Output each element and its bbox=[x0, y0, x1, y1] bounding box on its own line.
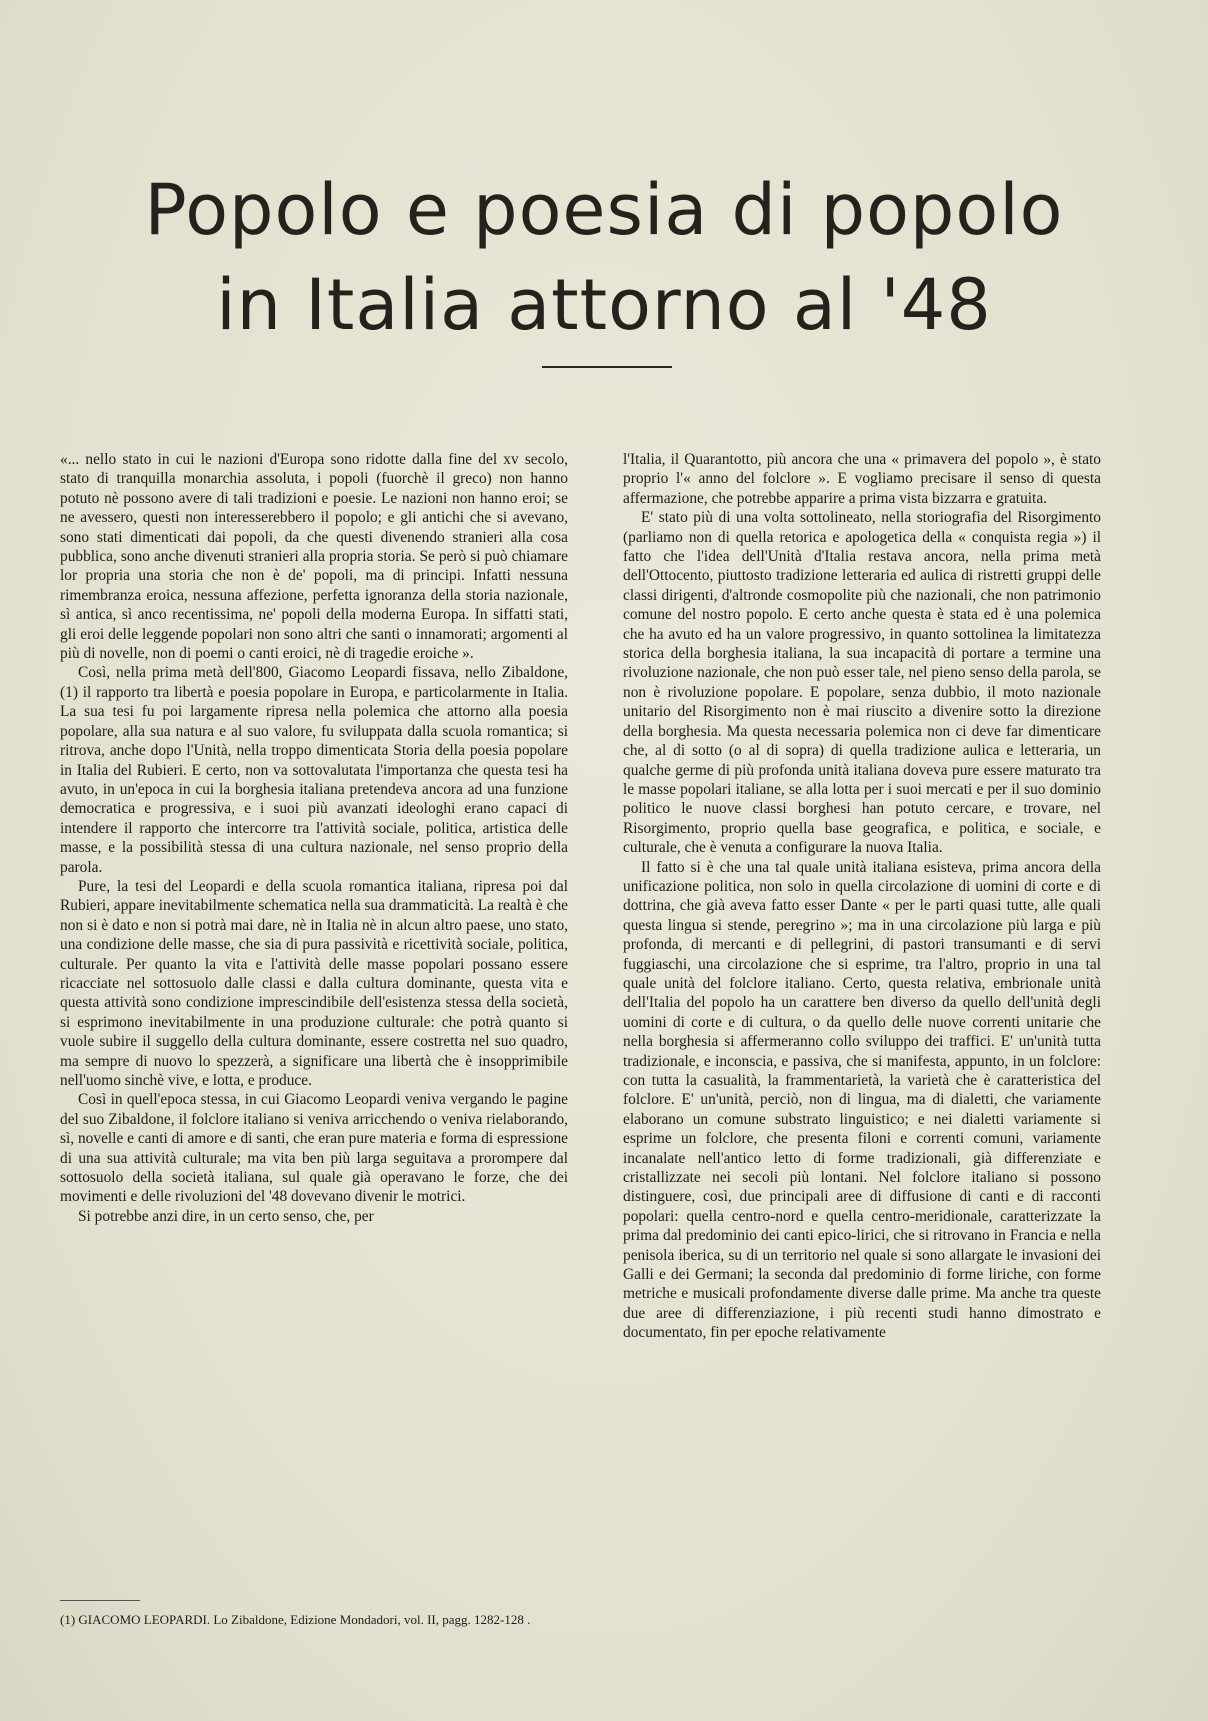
article-title-line-1: Popolo e poesia di popolo bbox=[144, 169, 1064, 251]
paragraph: Il fatto si è che una tal quale unità italiana esisteva, prima ancora della unificazione politica, non solo in quella circolazione di uomini di corte e di dottrina, che già aveva fatto esser Dante « per le parti quasi tutte, alle quali questa lingua si stende, peregrino »; ma in una circolazione più larga e più profonda, di mercanti e di pellegrini, di pastori transumanti e di servi fuggiaschi, una circolazione che si esprime, tra l'altro, proprio in una tal quale unità del folclore italiano. Certo, questa relativa, embrionale unità dell'Italia del popolo ha un carattere ben diverso da quello dell'unità degli uomini di corte e di cultura, o da quello delle nuove correnti unitarie che nella borghesia si affermeranno collo sviluppo dei traffici. E' un'unità tutta tradizionale, e inconscia, e passiva, che si manifesta, appunto, in un folclore: con tutta la casualità, la frammentarietà, la varietà che è caratteristica del folclore. E' un'unità, perciò, non di lingua, ma di dialetti, che variamente elaborano un comune substrato linguistico; e nei dialetti variamente si esprime un folclore, che presenta filoni e correnti comuni, variamente incanalate nell'antico letto di forme tradizionali, già differenziate e cristallizzate nei secoli più lontani. Nel folclore italiano si possono distinguere, così, due principali aree di diffusione di canti e di racconti popolari: quella centro-nord e quella centro-meridionale, caratterizzate la prima dal predominio dei canti epico-lirici, che si ritrovano in Francia e nella penisola iberica, su di un territorio nel quale si sono allargate le invasioni dei Galli e dei Germani; la seconda dal predominio di forme liriche, con forme metriche e musicali profondamente diverse dalle prime. Ma anche tra queste due aree di differenziazione, i più recenti studi hanno dimostrato e documentato, fin per epoche relativamente bbox=[623, 858, 1101, 1342]
paragraph: Così, nella prima metà dell'800, Giacomo Leopardi fissava, nello Zibaldone, (1) il rapporto tra libertà e poesia popolare in Europa, e particolarmente in Italia. La sua tesi fu poi largamente ripresa nella polemica che attorno alla poesia popolare, alla sua natura e al suo valore, fu sviluppata dalla scuola romantica; si ritrova, anche dopo l'Unità, nella troppo dimenticata Storia della poesia popolare in Italia del Rubieri. E certo, non va sottovalutata l'importanza che questa tesi ha avuto, in un'epoca in cui la borghesia italiana pretendeva ancora ad una funzione democratica e progressiva, e i suoi più avanzati ideologhi erano capaci di intendere il rapporto che intercorre tra l'attività sociale, politica, artistica delle masse, e la possibilità stessa di una cultura nazionale, nel senso proprio della parola. bbox=[60, 664, 568, 876]
paragraph: E' stato più di una volta sottolineato, nella storiografia del Risorgimento (parliamo non di quella retorica e apologetica della « conquista regia ») il fatto che l'idea dell'Unità d'Italia restava ancora, nella prima metà dell'Ottocento, piuttosto tradizione letteraria ed aulica di ristretti gruppi delle classi dirigenti, d'altronde cosmopolite più che nazionali, che non patrimonio comune del nostro popolo. E certo anche questa è stata ed è una polemica che ha avuto ed ha un valore progressivo, in quanto sottolinea la limitatezza storica della borghesia italiana, la sua incapacità di portare a termine una rivoluzione nazionale, che non può esser tale, nel pieno senso della parola, se non è rivoluzione popolare. E popolare, senza dubbio, il moto nazionale unitario del Risorgimento non è mai riuscito a divenire sotto la direzione della borghesia. Ma questa necessaria polemica non ci deve far dimenticare che, al di sotto (o al di sopra) di quella tradizione aulica e letteraria, un qualche germe di più profonda unità italiana doveva pure essere maturato tra le masse popolari italiane, se alla lotta per i suoi mercati e per il suo dominio politico le nuove classi borghesi han potuto cercare, e trovare, nel Risorgimento, proprio quella base geografica, e politica, e sociale, e culturale, che è venuta a configurare la nuova Italia. bbox=[623, 509, 1101, 857]
paragraph: Così in quell'epoca stessa, in cui Giacomo Leopardi veniva vergando le pagine del suo Zibaldone, il folclore italiano si veniva arricchendo o veniva rielaborando, sì, novelle e canti di amore e di santi, che eran pure materia e forma di espressione di una sua attività culturale; ma vita ben più larga seguitava a prorompere dal sottosuolo della società italiana, sul quale già operavano le forze, che dei movimenti e delle rivoluzioni del '48 dovevano divenir le motrici. bbox=[60, 1091, 568, 1206]
paragraph: Pure, la tesi del Leopardi e della scuola romantica italiana, ripresa poi dal Rubieri, appare inevitabilmente schematica nella sua drammaticità. La realtà è che non si è dato e non si potrà mai dare, nè in Italia nè in alcun altro paese, uno stato, una condizione delle masse, che sia di pura passività e ricettività sociale, politica, culturale. Per quanto la vita e l'attività delle masse popolari possano essere ricacciate nel sottosuolo dalle classi e dalla cultura dominante, questa vita e questa attività sono condizione imprescindibile dell'esistenza stessa della società, si esprimono inevitabilmente in una produzione culturale: che potrà quanto si vuole subire il suggello della cultura dominante, essere costretta nel suo quadro, ma sempre di nuovo lo spezzerà, a significare una libertà che è insopprimibile nell'uomo sinchè vive, e lotta, e produce. bbox=[60, 877, 568, 1089]
footnote-divider bbox=[60, 1600, 140, 1601]
paragraph: «... nello stato in cui le nazioni d'Europa sono ridotte dalla fine del xv secolo, stato di tranquilla monarchia assoluta, i popoli (fuorchè il greco) non hanno potuto nè possono avere di tali tradizioni e poesie. Le nazioni non hanno eroi; se ne avessero, questi non interesserebbero il popolo; e gli antichi che si avevano, sono stati dimenticati dai popoli, da che questi divenendo stranieri alla cosa pubblica, sono anche divenuti stranieri alla propria storia. Se però si può chiamare lor propria una storia che non è de' popoli, ma di principi. Infatti nessuna rimembranza eroica, nessuna affezione, perfetta ignoranza della storia nazionale, sì antica, sì anco recentissima, ne' popoli della moderna Europa. In siffatti stati, gli eroi delle leggende popolari non sono altri che santi o innamorati; argomenti al più di novelle, non di poemi o canti eroici, nè di tragedie eroiche ». bbox=[60, 451, 568, 663]
footnote: (1) GIACOMO LEOPARDI. Lo Zibaldone, Edizione Mondadori, vol. II, pagg. 1282-128 . bbox=[60, 1612, 531, 1627]
title-divider bbox=[542, 366, 672, 368]
right-column bbox=[623, 450, 1101, 1343]
paragraph: l'Italia, il Quarantotto, più ancora che una « primavera del popolo », è stato proprio l'« anno del folclore ». E vogliamo precisare il senso di questa affermazione, che potrebbe apparire a prima vista bizzarra e gratuita. bbox=[623, 451, 1101, 507]
article-title-line-2: in Italia attorno al '48 bbox=[216, 264, 992, 346]
paragraph: Si potrebbe anzi dire, in un certo senso, che, per bbox=[78, 1207, 374, 1225]
left-column bbox=[60, 450, 568, 1226]
